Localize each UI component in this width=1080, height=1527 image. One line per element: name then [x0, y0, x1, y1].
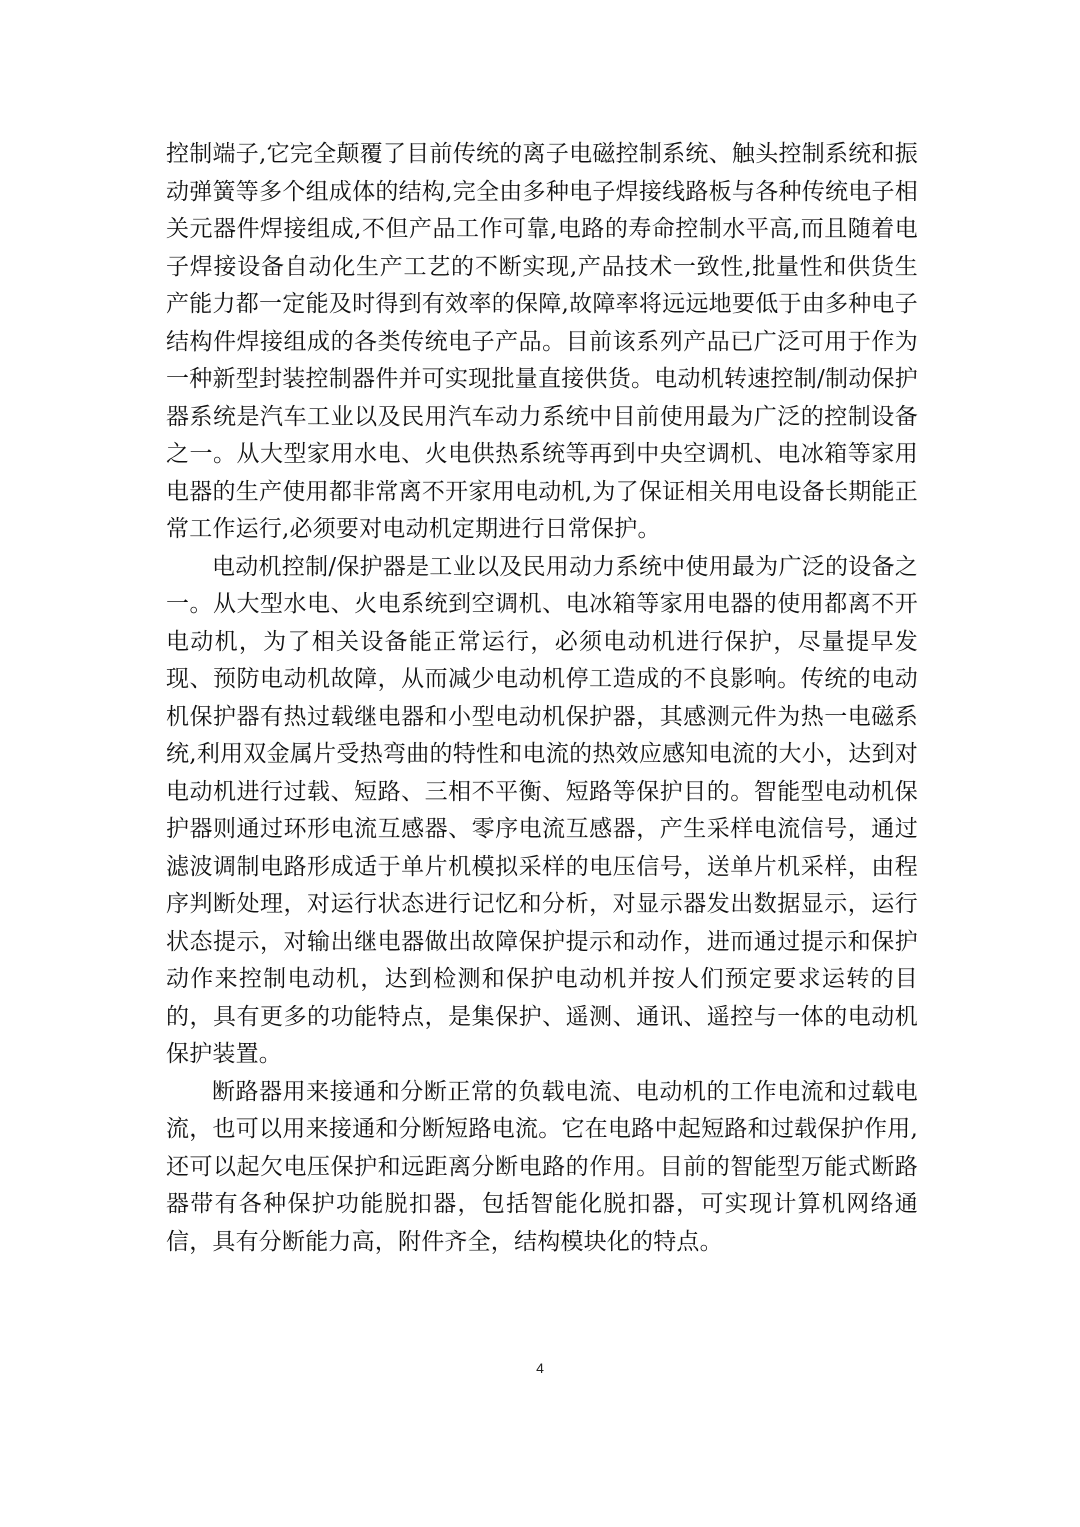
paragraph-3: 断路器用来接通和分断正常的负载电流、电动机的工作电流和过载电流，也可以用来接通和分断短路电流。它在电路中起短路和过载保护作用,还可以起欠电压保护和远距离分断电路的作用。目前的智能型万能式断路器带有各种保护功能脱扣器，包括智能化脱扣器，可实现计算机网络通信，具有分断能力高，附件齐全，结构模块化的特点。 [166, 1078, 918, 1255]
paragraph-1: 控制端子,它完全颠覆了目前传统的离子电磁控制系统、触头控制系统和振动弹簧等多个组成体的结构,完全由多种电子焊接线路板与各种传统电子相关元器件焊接组成,不但产品工作可靠,电路的寿命控制水平高,而且随着电子焊接设备自动化生产工艺的不断实现,产品技术一致性,批量性和供货生产能力都一定能及时得到有效率的保障,故障率将远远地要低于由多种电子结构件焊接组成的各类传统电子产品。目前该系列产品已广泛可用于作为一种新型封装控制器件并可实现批量直接供货。电动机转速控制/制动保护器系统是汽车工业以及民用汽车动力系统中目前使用最为广泛的控制设备之一。从大型家用水电、火电供热系统等再到中央空调机、电冰箱等家用电器的生产使用都非常离不开家用电动机,为了保证相关用电设备长期能正常工作运行,必须要对电动机定期进行日常保护。 [166, 141, 918, 542]
page-number: 4 [536, 1360, 544, 1376]
paragraph-2: 电动机控制/保护器是工业以及民用动力系统中使用最为广泛的设备之一。从大型水电、火电系统到空调机、电冰箱等家用电器的使用都离不开电动机，为了相关设备能正常运行，必须电动机进行保护，尽量提早发现、预防电动机故障，从而减少电动机停工造成的不良影响。传统的电动机保护器有热过载继电器和小型电动机保护器，其感测元件为热一电磁系统,利用双金属片受热弯曲的特性和电流的热效应感知电流的大小，达到对电动机进行过载、短路、三相不平衡、短路等保护目的。智能型电动机保护器则通过环形电流互感器、零序电流互感器，产生采样电流信号，通过滤波调制电路形成适于单片机模拟采样的电压信号，送单片机采样，由程序判断处理，对运行状态进行记忆和分析，对显示器发出数据显示，运行状态提示，对输出继电器做出故障保护提示和动作，进而通过提示和保护动作来控制电动机，达到检测和保护电动机并按人们预定要求运转的目的，具有更多的功能特点，是集保护、遥测、通讯、遥控与一体的电动机保护装置。 [166, 553, 918, 1067]
body-text [166, 136, 918, 1261]
